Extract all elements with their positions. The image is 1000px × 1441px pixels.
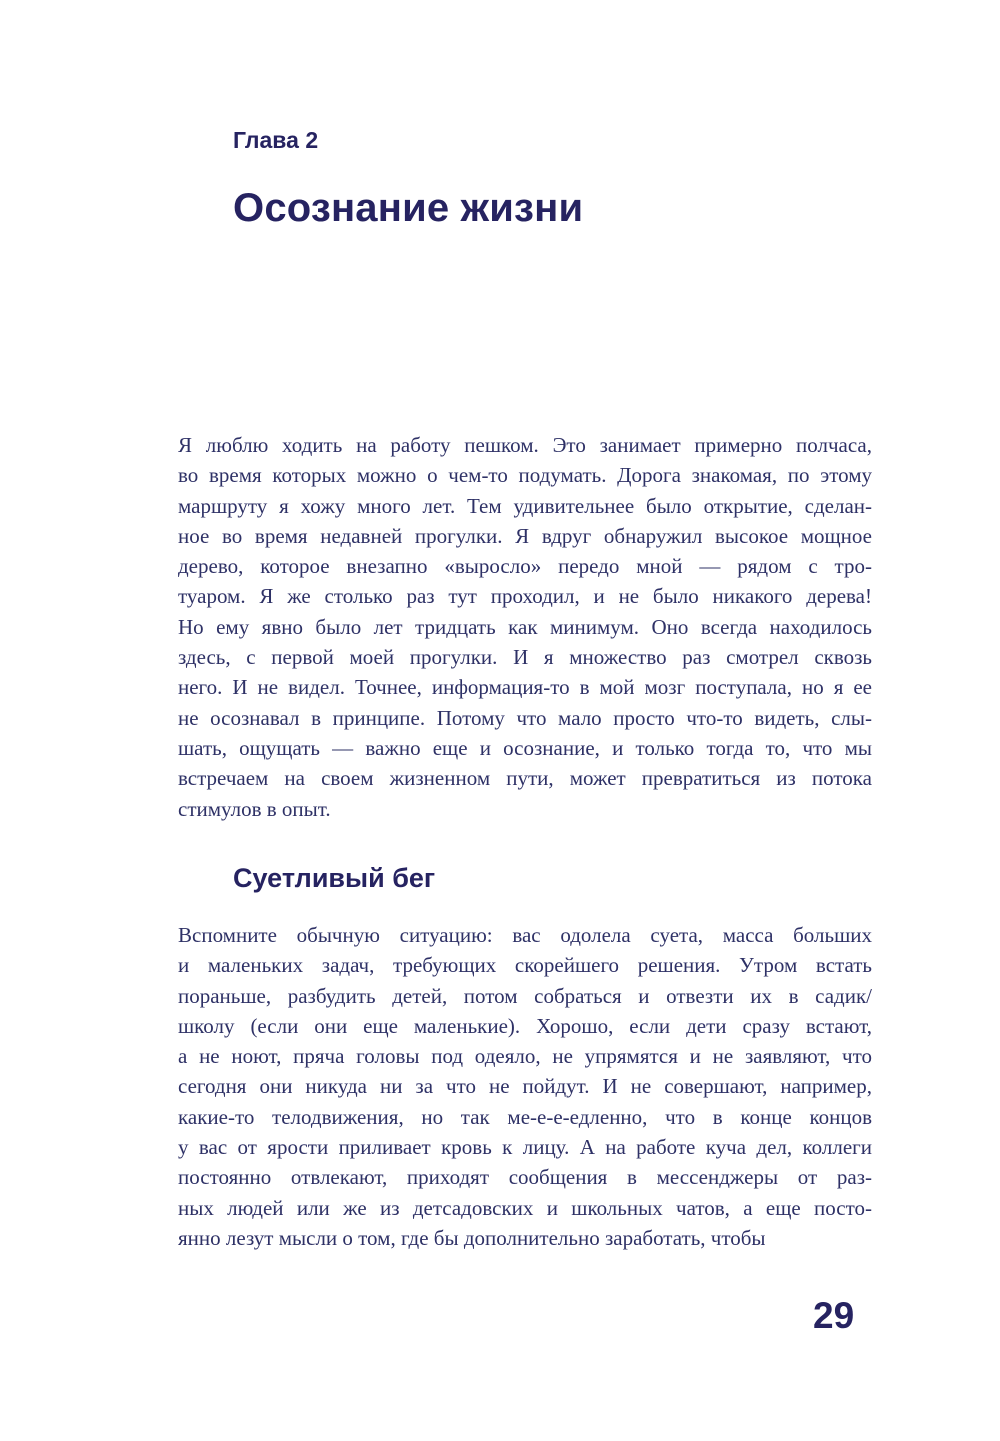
paragraph-2 <box>178 920 872 1253</box>
body-line: и маленьких задач, требующих скорейшего решения. Утром встать <box>178 953 872 978</box>
paragraph-1 <box>178 430 872 824</box>
body-line: стимулов в опыт. <box>178 796 331 821</box>
body-line: встречаем на своем жизненном пути, может превратиться из потока <box>178 766 872 791</box>
body-line: постоянно отвлекают, приходят сообщения в мессенджеры от раз- <box>178 1165 872 1190</box>
body-line: него. И не видел. Точнее, информация-то в мой мозг поступала, но я ее <box>178 675 872 700</box>
page-title: Осознание жизни <box>233 186 584 230</box>
body-line: туаром. Я же столько раз тут проходил, и не было никакого дерева! <box>178 584 872 609</box>
body-line: а не ноют, пряча головы под одеяло, не упрямятся и не заявляют, что <box>178 1044 872 1069</box>
page-number: 29 <box>813 1295 855 1336</box>
body-line: Но ему явно было лет тридцать как минимум. Оно всегда находилось <box>178 614 872 639</box>
body-line: янно лезут мысли о том, где бы дополнительно заработать, чтобы <box>178 1225 766 1250</box>
body-line: во время которых можно о чем-то подумать. Дорога знакомая, по этому <box>178 463 872 488</box>
chapter-label: Глава 2 <box>233 127 319 153</box>
body-line: какие-то телодвижения, но так ме-е-е-едленно, что в конце концов <box>178 1104 872 1129</box>
body-line: маршруту я хожу много лет. Тем удивительнее было открытие, сделан- <box>178 493 872 518</box>
body-line: ных людей или же из детсадовских и школьных чатов, а еще посто- <box>178 1195 872 1220</box>
body-line: школу (если они еще маленькие). Хорошо, если дети сразу встают, <box>178 1013 872 1038</box>
body-line: здесь, с первой моей прогулки. И я множество раз смотрел сквозь <box>178 645 872 670</box>
body-line: Я люблю ходить на работу пешком. Это занимает примерно полчаса, <box>178 433 872 457</box>
body-line: у вас от ярости приливает кровь к лицу. А на работе куча дел, коллеги <box>178 1135 872 1160</box>
body-line: не осознавал в принципе. Потому что мало просто что-то видеть, слы- <box>178 705 872 730</box>
body-line: ное во время недавней прогулки. Я вдруг обнаружил высокое мощное <box>178 523 872 548</box>
body-line: шать, ощущать — важно еще и осознание, и только тогда то, что мы <box>178 735 872 760</box>
body-line: сегодня они никуда ни за что не пойдут. И не совершают, например, <box>178 1074 872 1099</box>
body-line: дерево, которое внезапно «выросло» передо мной — рядом с тро- <box>178 554 872 579</box>
section-heading: Суетливый бег <box>233 863 436 893</box>
body-line: Вспомните обычную ситуацию: вас одолела суета, масса больших <box>178 923 872 947</box>
body-line: пораньше, разбудить детей, потом собраться и отвезти их в садик/ <box>178 983 872 1008</box>
